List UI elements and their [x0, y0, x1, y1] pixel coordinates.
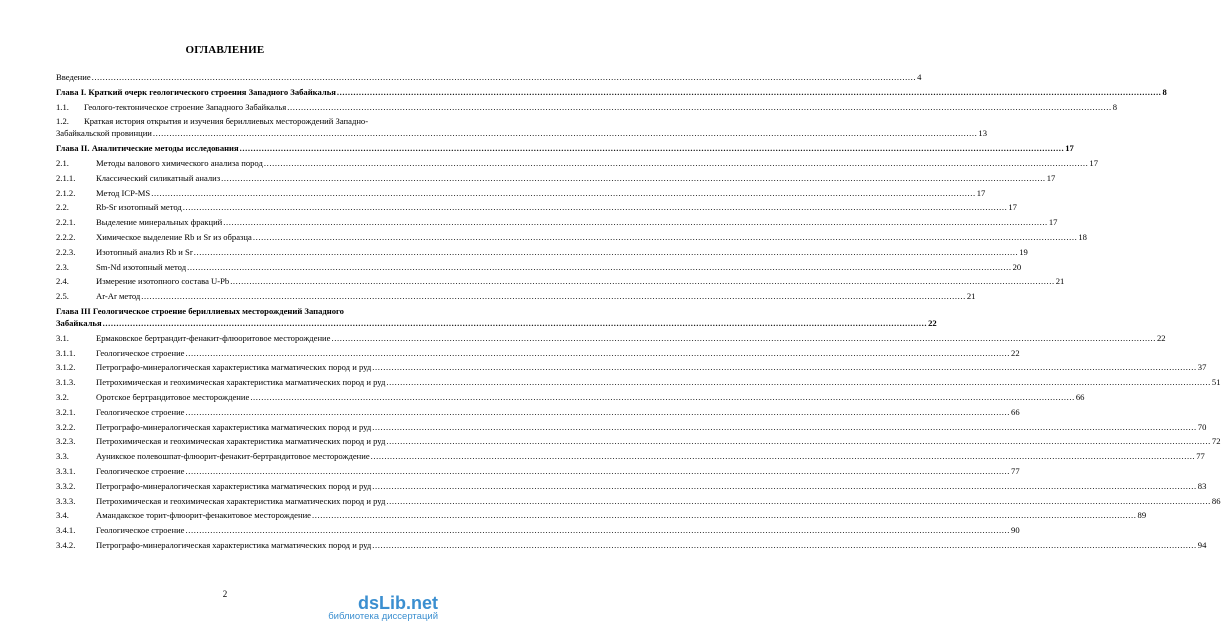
toc-entry[interactable]: [56, 72, 922, 87]
toc-entry-page: 70: [1197, 421, 1207, 432]
toc-entry-title: Глава I. Краткий очерк геологического строения Западного Забайкалья: [56, 86, 336, 97]
toc-leader-dots: ............................................................................................................................................................................................................................................................................................................: [193, 246, 1019, 257]
toc-entry[interactable]: [56, 317, 937, 333]
toc-entry-page: 22: [1011, 347, 1020, 358]
toc-entry[interactable]: [56, 116, 422, 128]
toc-entry-number: 3.3.1.: [56, 465, 76, 476]
watermark-subtitle: библиотека диссертаций: [328, 610, 438, 622]
toc-entry[interactable]: [56, 451, 1205, 466]
watermark: [328, 594, 438, 622]
toc-entry-number: 2.2.2.: [56, 231, 76, 242]
toc-leader-dots: ............................................................................................................................................................................................................................................................................................................: [252, 231, 1078, 242]
toc-entry-number: 3.1.1.: [56, 347, 76, 358]
toc-entry[interactable]: [56, 261, 1022, 277]
toc-leader-dots: ............................................................................................................................................................................................................................................................................................................: [336, 86, 1162, 97]
toc-entry-title: Ауникское полевошпат-флюорит-фенакит-бертрандитовое месторождение: [96, 451, 370, 462]
toc-entry-page: 21: [1055, 276, 1065, 287]
toc-entry-number: 2.4.: [56, 276, 69, 287]
toc-entry-page: 86: [1211, 495, 1221, 506]
toc-entry-title: Ермаковское бертрандит-фенакит-флюоритовое месторождение: [96, 332, 331, 343]
toc-leader-dots: ............................................................................................................................................................................................................................................................................................................: [287, 101, 1112, 112]
toc-entry-page: 8: [1162, 86, 1167, 97]
toc-leader-dots: ............................................................................................................................................................................................................................................................................................................: [152, 128, 978, 139]
toc-leader-dots: ............................................................................................................................................................................................................................................................................................................: [386, 436, 1211, 447]
toc-entry[interactable]: [56, 406, 1020, 422]
toc-entry-page: 66: [1075, 391, 1085, 402]
toc-leader-dots: ............................................................................................................................................................................................................................................................................................................: [312, 510, 1137, 521]
watermark-logo-text: dsLib: [357, 592, 406, 613]
toc-entry-title: Петрографо-минералогическая характеристика магматических пород и руд: [96, 539, 372, 550]
toc-entry-title: Классический силикатный анализ: [96, 172, 221, 183]
toc-entry-title: Краткая история открытия и изучения бериллиевых месторождений Западно-: [84, 116, 369, 127]
toc-entry[interactable]: [56, 231, 1087, 247]
toc-entry-title: Ar-Ar метод: [96, 291, 141, 302]
toc-entry-title: Выделение минеральных фракций: [96, 217, 223, 228]
toc-leader-dots: ............................................................................................................................................................................................................................................................................................................: [185, 465, 1011, 476]
toc-entry-page: 18: [1078, 231, 1087, 242]
toc-leader-dots: ............................................................................................................................................................................................................................................................................................................: [221, 172, 1046, 183]
toc-entry-number: 2.3.: [56, 261, 69, 272]
toc-entry[interactable]: [56, 187, 986, 203]
page-title: ОГЛАВЛЕНИЕ: [185, 44, 265, 56]
toc-leader-dots: ............................................................................................................................................................................................................................................................................................................: [372, 539, 1197, 550]
toc-entry-number: 3.3.: [56, 451, 69, 462]
toc-leader-dots: ............................................................................................................................................................................................................................................................................................................: [102, 317, 928, 328]
table-of-contents: [56, 72, 1221, 555]
toc-entry-page: 77: [1196, 451, 1205, 462]
toc-entry-page: 17: [1048, 217, 1058, 228]
toc-entry-number: 1.1.: [56, 101, 69, 112]
toc-entry-page: 66: [1011, 406, 1020, 417]
toc-entry-title: Геологическое строение: [96, 525, 185, 536]
toc-entry-title: Изотопный анализ Rb и Sr: [96, 246, 193, 257]
toc-entry-page: 17: [976, 187, 986, 198]
watermark-logo-suffix: .net: [405, 592, 438, 613]
toc-entry-title: Оротское бертрандитовое месторождение: [96, 391, 250, 402]
toc-entry-page: 90: [1011, 525, 1020, 536]
toc-entry[interactable]: [56, 143, 1074, 158]
toc-entry-page: 17: [1065, 143, 1074, 154]
toc-entry-number: 3.1.2.: [56, 362, 76, 373]
toc-entry-page: 20: [1012, 261, 1022, 272]
toc-leader-dots: ............................................................................................................................................................................................................................................................................................................: [151, 187, 976, 198]
toc-leader-dots: ............................................................................................................................................................................................................................................................................................................: [263, 157, 1089, 168]
toc-leader-dots: ............................................................................................................................................................................................................................................................................................................: [372, 421, 1197, 432]
toc-leader-dots: ............................................................................................................................................................................................................................................................................................................: [230, 276, 1055, 287]
toc-entry-number: 2.1.: [56, 157, 69, 168]
toc-entry[interactable]: [56, 276, 1065, 291]
toc-entry-number: 3.3.3.: [56, 495, 76, 506]
toc-entry-page: 37: [1197, 362, 1207, 373]
watermark-logo[interactable]: [328, 594, 438, 612]
toc-entry-page: 19: [1019, 246, 1028, 257]
toc-leader-dots: ............................................................................................................................................................................................................................................................................................................: [372, 480, 1197, 491]
toc-entry[interactable]: [56, 525, 1020, 540]
toc-entry-title: Введение: [56, 72, 91, 82]
toc-entry[interactable]: [56, 465, 1020, 481]
toc-entry-number: 3.4.2.: [56, 539, 76, 550]
toc-leader-dots: ............................................................................................................................................................................................................................................................................................................: [185, 525, 1011, 536]
toc-leader-dots: ............................................................................................................................................................................................................................................................................................................: [223, 217, 1048, 228]
toc-leader-dots: ............................................................................................................................................................................................................................................................................................................: [91, 72, 917, 82]
toc-entry-title: Амандакское торит-флюорит-фенакитовое месторождение: [96, 510, 311, 521]
toc-entry[interactable]: [56, 172, 1056, 188]
toc-entry-number: 3.2.3.: [56, 436, 76, 447]
toc-entry-number: 3.4.1.: [56, 525, 76, 536]
toc-entry-number: 2.1.2.: [56, 187, 76, 198]
toc-entry[interactable]: [56, 539, 1207, 555]
toc-entry[interactable]: [56, 421, 1207, 437]
toc-leader-dots: ............................................................................................................................................................................................................................................................................................................: [239, 143, 1065, 154]
toc-entry-page: 8: [1112, 101, 1118, 112]
toc-entry[interactable]: [56, 86, 1167, 102]
toc-entry-title: Rb-Sr изотопный метод: [96, 202, 182, 213]
toc-leader-dots: ............................................................................................................................................................................................................................................................................................................: [370, 451, 1196, 462]
toc-entry-page: 22: [928, 317, 937, 328]
toc-entry-number: 3.1.: [56, 332, 69, 343]
toc-leader-dots: ............................................................................................................................................................................................................................................................................................................: [386, 377, 1211, 388]
toc-entry-title: Глава III Геологическое строение бериллиевых месторождений Западного: [56, 305, 344, 316]
toc-entry-title: Петрографо-минералогическая характеристика магматических пород и руд: [96, 362, 372, 373]
toc-entry-page: 13: [978, 128, 988, 139]
toc-entry-page: 17: [1046, 172, 1056, 183]
toc-entry[interactable]: [56, 128, 988, 143]
toc-entry-page: 4: [917, 72, 922, 82]
toc-entry-page: 21: [966, 291, 976, 302]
toc-entry-title: Петрохимическая и геохимическая характеристика магматических пород и руд: [96, 436, 386, 447]
toc-entry-title: Петрохимическая и геохимическая характеристика магматических пород и руд: [96, 377, 386, 388]
toc-entry-page: 22: [1157, 332, 1166, 343]
toc-entry-number: 2.5.: [56, 291, 69, 302]
toc-entry-page: 83: [1197, 480, 1207, 491]
toc-entry-page: 89: [1137, 510, 1147, 521]
toc-leader-dots: ............................................................................................................................................................................................................................................................................................................: [185, 347, 1011, 358]
toc-entry-title: Забайкальской провинции: [56, 128, 152, 139]
toc-entry-number: 2.2.1.: [56, 217, 76, 228]
toc-entry-title: Химическое выделение Rb и Sr из образца: [96, 231, 252, 242]
toc-entry[interactable]: [56, 480, 1207, 496]
toc-entry[interactable]: [56, 291, 976, 306]
toc-entry-title: Геологическое строение: [96, 406, 185, 417]
toc-entry-number: 3.1.3.: [56, 377, 76, 388]
toc-entry-page: 17: [1089, 157, 1098, 168]
toc-leader-dots: ............................................................................................................................................................................................................................................................................................................: [182, 202, 1008, 213]
toc-entry-title: Геологическое строение: [96, 347, 185, 358]
toc-entry-page: 94: [1197, 539, 1207, 550]
toc-entry-title: Забайкалья: [56, 317, 102, 328]
toc-entry-number: 3.3.2.: [56, 480, 76, 491]
toc-entry-number: 3.2.2.: [56, 421, 76, 432]
toc-entry-number: 2.1.1.: [56, 172, 76, 183]
toc-entry-number: 3.4.: [56, 510, 69, 521]
toc-entry-number: 3.2.: [56, 391, 69, 402]
toc-entry[interactable]: [56, 217, 1058, 232]
toc-entry-title: Геологическое строение: [96, 465, 185, 476]
toc-entry[interactable]: [56, 347, 1020, 363]
toc-leader-dots: ............................................................................................................................................................................................................................................................................................................: [185, 406, 1011, 417]
toc-entry-number: 2.2.: [56, 202, 69, 213]
toc-entry[interactable]: [56, 202, 1017, 217]
toc-entry-title: Глава II. Аналитические методы исследования: [56, 143, 239, 154]
toc-entry[interactable]: [56, 510, 1147, 525]
toc-entry-title: Петрографо-минералогическая характеристика магматических пород и руд: [96, 421, 372, 432]
toc-entry-page: 72: [1211, 436, 1221, 447]
toc-entry[interactable]: [56, 246, 1028, 262]
page-number: 2: [222, 589, 228, 599]
toc-entry-title: Петрографо-минералогическая характеристика магматических пород и руд: [96, 480, 372, 491]
toc-entry-page: 77: [1011, 465, 1020, 476]
toc-entry[interactable]: [56, 306, 422, 318]
toc-entry-title: Измерение изотопного состава U-Pb: [96, 276, 230, 287]
toc-entry[interactable]: [56, 436, 1221, 451]
toc-entry[interactable]: [56, 495, 1221, 511]
toc-entry-number: 3.2.1.: [56, 406, 76, 417]
toc-entry-number: 1.2.: [56, 116, 69, 127]
toc-leader-dots: ............................................................................................................................................................................................................................................................................................................: [187, 261, 1012, 272]
toc-entry-title: Петрохимическая и геохимическая характеристика магматических пород и руд: [96, 495, 386, 506]
toc-entry[interactable]: [56, 377, 1221, 392]
toc-entry-page: 17: [1008, 202, 1017, 213]
toc-entry[interactable]: [56, 332, 1166, 348]
toc-entry-number: 2.2.3.: [56, 246, 76, 257]
toc-leader-dots: ............................................................................................................................................................................................................................................................................................................: [372, 362, 1197, 373]
toc-entry-title: Геолого-тектоническое строение Западного Забайкалья: [84, 101, 287, 112]
toc-entry-title: Методы валового химического анализа пород: [96, 157, 263, 168]
toc-entry[interactable]: [56, 157, 1098, 173]
toc-entry-title: Sm-Nd изотопный метод: [96, 261, 187, 272]
toc-entry[interactable]: [56, 101, 1118, 117]
toc-leader-dots: ............................................................................................................................................................................................................................................................................................................: [250, 391, 1075, 402]
toc-leader-dots: ............................................................................................................................................................................................................................................................................................................: [141, 291, 966, 302]
toc-leader-dots: ............................................................................................................................................................................................................................................................................................................: [331, 332, 1156, 343]
toc-entry[interactable]: [56, 362, 1207, 377]
toc-leader-dots: ............................................................................................................................................................................................................................................................................................................: [386, 495, 1211, 506]
toc-entry-title: Метод ICP-MS: [96, 187, 151, 198]
toc-entry-page: 51: [1211, 377, 1221, 388]
toc-entry[interactable]: [56, 391, 1085, 407]
